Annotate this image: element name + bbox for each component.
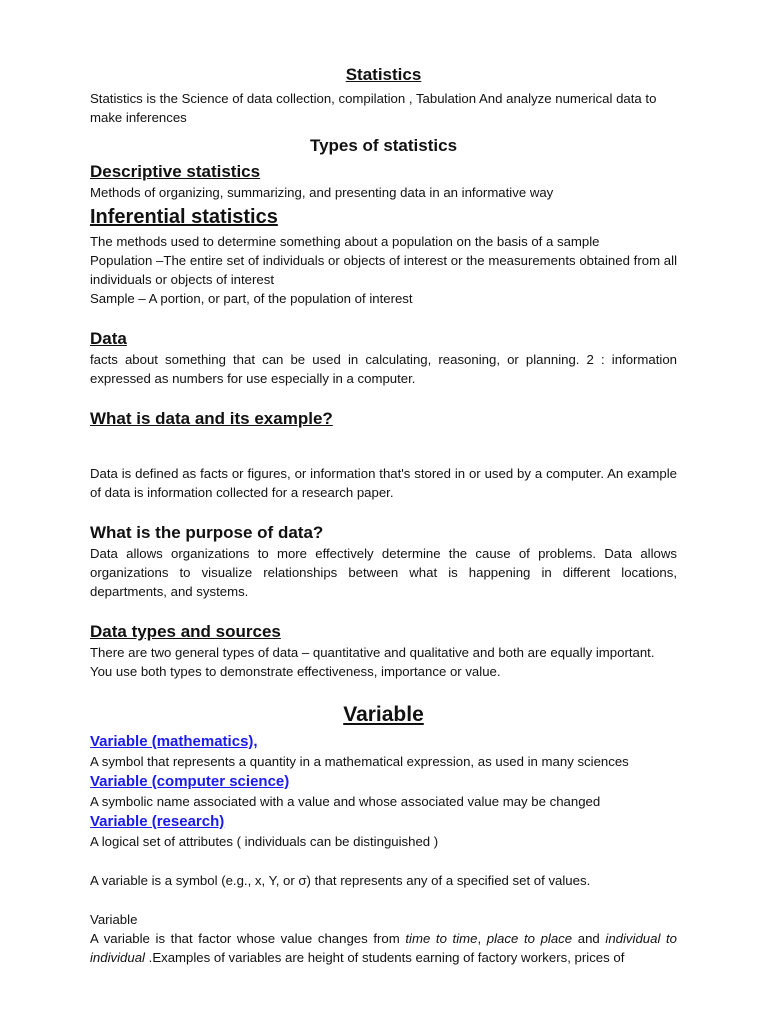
variable-label: Variable <box>90 912 138 927</box>
spacer <box>90 601 677 621</box>
variable-research-text: A logical set of attributes ( individuals can be distinguished ) <box>90 834 439 849</box>
data-heading: Data <box>90 329 127 348</box>
variable-research-link[interactable]: Variable (research) <box>90 813 225 830</box>
inferential-statistics-text: The methods used to determine something about a population on the basis of a sample <box>90 234 600 249</box>
variable-factor-rest: .Examples of variables are height of students earning of factory workers, prices of <box>145 950 625 965</box>
population-definition: Population –The entire set of individuals or objects of interest or the measurements obtained from all individuals or objects of interest <box>90 253 677 287</box>
data-types-text: There are two general types of data – quantitative and qualitative and both are equally important. You use both types to demonstrate effectiveness, importance or value. <box>90 645 655 679</box>
spacer <box>90 388 677 408</box>
variable-factor-paragraph <box>90 929 677 967</box>
spacer <box>90 430 677 464</box>
statistics-definition: Statistics is the Science of data collection, compilation , Tabulation And analyze numerical data to make inferences <box>90 91 657 125</box>
spacer <box>90 502 677 522</box>
data-definition: facts about something that can be used in calculating, reasoning, or planning. 2 : information expressed as numbers for use especially in a computer. <box>90 352 677 386</box>
variable-factor-time: time to time <box>405 931 478 946</box>
variable-computer-science-link[interactable]: Variable (computer science) <box>90 773 290 790</box>
sample-definition: Sample – A portion, or part, of the population of interest <box>90 291 413 306</box>
variable-heading: Variable <box>343 703 424 726</box>
document-page <box>90 64 677 967</box>
data-purpose-heading: What is the purpose of data? <box>90 523 324 542</box>
variable-symbol-text: A variable is a symbol (e.g., x, Y, or σ) that represents any of a specified set of values. <box>90 873 591 888</box>
variable-mathematics-link[interactable]: Variable (mathematics), <box>90 733 258 750</box>
variable-computer-science-text: A symbolic name associated with a value and whose associated value may be changed <box>90 794 601 809</box>
spacer <box>90 890 677 910</box>
inferential-statistics-heading: Inferential statistics <box>90 206 278 228</box>
statistics-title: Statistics <box>345 65 422 84</box>
variable-factor-separator: , <box>477 931 487 946</box>
variable-factor-separator: and <box>572 931 606 946</box>
spacer <box>90 308 677 328</box>
data-example-heading: What is data and its example? <box>90 409 333 428</box>
descriptive-statistics-heading: Descriptive statistics <box>90 162 261 181</box>
variable-factor-place: place to place <box>486 931 573 946</box>
types-of-statistics-heading: Types of statistics <box>309 136 458 155</box>
variable-mathematics-text: A symbol that represents a quantity in a mathematical expression, as used in many sciences <box>90 754 629 769</box>
spacer <box>90 851 677 871</box>
variable-factor-individual: individual to individual <box>90 931 678 965</box>
spacer <box>90 681 677 701</box>
variable-factor-intro: A variable is that factor whose value changes from <box>90 931 406 946</box>
data-purpose-text: Data allows organizations to more effectively determine the cause of problems. Data allows organizations to visualize relationships between what is happening in different locations, departments, and systems. <box>90 546 677 599</box>
descriptive-statistics-text: Methods of organizing, summarizing, and presenting data in an informative way <box>90 185 554 200</box>
data-example-text: Data is defined as facts or figures, or information that's stored in or used by a computer. An example of data is information collected for a research paper. <box>90 466 677 500</box>
data-types-heading: Data types and sources <box>90 622 281 641</box>
